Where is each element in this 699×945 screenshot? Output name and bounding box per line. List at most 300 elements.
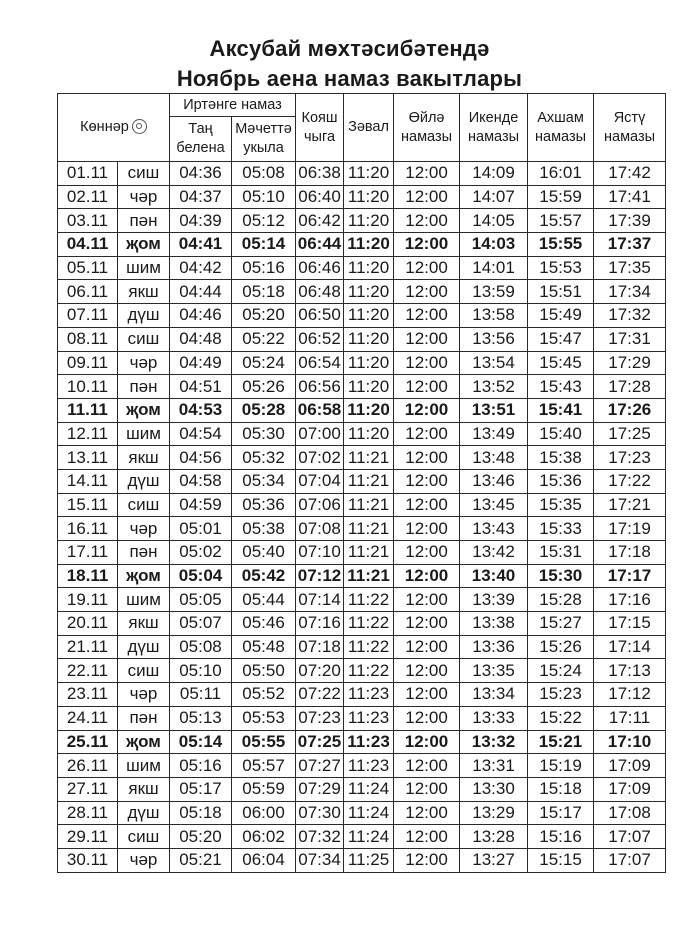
ikende-cell: 14:03 [460,233,528,257]
date-cell: 29.11 [58,825,118,849]
tan-belena-cell: 05:08 [170,635,232,659]
table-row [58,304,666,328]
akhsham-cell: 15:17 [528,801,594,825]
header-days-label: Көннәр [80,119,129,135]
table-row [58,754,666,778]
tan-belena-cell: 04:51 [170,375,232,399]
yastu-cell: 17:32 [594,304,666,328]
oyla-cell: 12:00 [394,730,460,754]
akhsham-cell: 15:38 [528,446,594,470]
weekday-cell: чәр [118,683,170,707]
yastu-cell: 17:14 [594,635,666,659]
title-line-1: Аксубай мөхтәсибәтендә [209,36,490,61]
header-akhsham: Ахшам намазы [528,94,594,162]
akhsham-cell: 15:15 [528,848,594,872]
ikende-cell: 14:07 [460,185,528,209]
crescent-emblem-icon [132,119,147,134]
oyla-cell: 12:00 [394,304,460,328]
ikende-cell: 13:39 [460,588,528,612]
yastu-cell: 17:16 [594,588,666,612]
zaval-cell: 11:20 [344,209,394,233]
tan-belena-cell: 05:20 [170,825,232,849]
ikende-cell: 13:43 [460,517,528,541]
zaval-cell: 11:24 [344,825,394,849]
yastu-cell: 17:17 [594,564,666,588]
ikende-cell: 13:46 [460,469,528,493]
weekday-cell: дүш [118,635,170,659]
koyash-chyga-cell: 07:10 [296,541,344,565]
oyla-cell: 12:00 [394,706,460,730]
weekday-cell: шим [118,754,170,778]
koyash-chyga-cell: 07:30 [296,801,344,825]
mechet-ukyla-cell: 05:28 [232,398,296,422]
oyla-cell: 12:00 [394,635,460,659]
weekday-cell: шим [118,422,170,446]
tan-belena-cell: 04:58 [170,469,232,493]
mechet-ukyla-cell: 05:22 [232,327,296,351]
oyla-cell: 12:00 [394,422,460,446]
mechet-ukyla-cell: 05:12 [232,209,296,233]
date-cell: 21.11 [58,635,118,659]
koyash-chyga-cell: 07:08 [296,517,344,541]
yastu-cell: 17:11 [594,706,666,730]
akhsham-cell: 15:43 [528,375,594,399]
zaval-cell: 11:20 [344,351,394,375]
zaval-cell: 11:20 [344,398,394,422]
date-cell: 26.11 [58,754,118,778]
akhsham-cell: 15:59 [528,185,594,209]
akhsham-cell: 15:53 [528,256,594,280]
yastu-cell: 17:08 [594,801,666,825]
table-row [58,517,666,541]
mechet-ukyla-cell: 05:46 [232,612,296,636]
koyash-chyga-cell: 07:12 [296,564,344,588]
akhsham-cell: 15:16 [528,825,594,849]
koyash-chyga-cell: 07:14 [296,588,344,612]
koyash-chyga-cell: 06:38 [296,162,344,186]
table-row [58,659,666,683]
weekday-cell: дүш [118,801,170,825]
header-yastu: Ястү намазы [594,94,666,162]
date-cell: 16.11 [58,517,118,541]
table-body [58,162,666,873]
table-row [58,327,666,351]
tan-belena-cell: 05:21 [170,848,232,872]
mechet-ukyla-cell: 05:57 [232,754,296,778]
yastu-cell: 17:09 [594,754,666,778]
weekday-cell: чәр [118,848,170,872]
mechet-ukyla-cell: 05:42 [232,564,296,588]
tan-belena-cell: 05:17 [170,777,232,801]
header-mechet-ukyla: Мәчеттә укыла [232,117,296,162]
akhsham-cell: 15:49 [528,304,594,328]
akhsham-cell: 15:31 [528,541,594,565]
table-row [58,422,666,446]
zaval-cell: 11:23 [344,754,394,778]
koyash-chyga-cell: 06:48 [296,280,344,304]
tan-belena-cell: 04:39 [170,209,232,233]
tan-belena-cell: 04:42 [170,256,232,280]
tan-belena-cell: 04:37 [170,185,232,209]
ikende-cell: 13:42 [460,541,528,565]
zaval-cell: 11:22 [344,635,394,659]
oyla-cell: 12:00 [394,327,460,351]
oyla-cell: 12:00 [394,351,460,375]
tan-belena-cell: 04:56 [170,446,232,470]
oyla-cell: 12:00 [394,256,460,280]
koyash-chyga-cell: 07:32 [296,825,344,849]
oyla-cell: 12:00 [394,801,460,825]
mechet-ukyla-cell: 05:50 [232,659,296,683]
weekday-cell: дүш [118,304,170,328]
akhsham-cell: 15:19 [528,754,594,778]
akhsham-cell: 15:30 [528,564,594,588]
zaval-cell: 11:21 [344,469,394,493]
ikende-cell: 13:38 [460,612,528,636]
weekday-cell: пән [118,375,170,399]
tan-belena-cell: 05:11 [170,683,232,707]
koyash-chyga-cell: 07:18 [296,635,344,659]
yastu-cell: 17:28 [594,375,666,399]
weekday-cell: якш [118,280,170,304]
zaval-cell: 11:20 [344,327,394,351]
akhsham-cell: 15:22 [528,706,594,730]
tan-belena-cell: 05:07 [170,612,232,636]
tan-belena-cell: 05:04 [170,564,232,588]
koyash-chyga-cell: 06:50 [296,304,344,328]
table-row [58,398,666,422]
table-row [58,185,666,209]
yastu-cell: 17:15 [594,612,666,636]
yastu-cell: 17:31 [594,327,666,351]
tan-belena-cell: 05:01 [170,517,232,541]
weekday-cell: якш [118,777,170,801]
oyla-cell: 12:00 [394,612,460,636]
date-cell: 24.11 [58,706,118,730]
weekday-cell: шим [118,256,170,280]
zaval-cell: 11:21 [344,517,394,541]
mechet-ukyla-cell: 05:48 [232,635,296,659]
tan-belena-cell: 05:18 [170,801,232,825]
header-morning-group: Иртәнге намаз [170,94,296,117]
mechet-ukyla-cell: 05:20 [232,304,296,328]
oyla-cell: 12:00 [394,469,460,493]
table-row [58,469,666,493]
date-cell: 02.11 [58,185,118,209]
date-cell: 17.11 [58,541,118,565]
table-row [58,730,666,754]
mechet-ukyla-cell: 05:36 [232,493,296,517]
yastu-cell: 17:12 [594,683,666,707]
mechet-ukyla-cell: 05:38 [232,517,296,541]
tan-belena-cell: 04:53 [170,398,232,422]
ikende-cell: 13:56 [460,327,528,351]
header-zaval: Зәвал [344,94,394,162]
mechet-ukyla-cell: 05:44 [232,588,296,612]
oyla-cell: 12:00 [394,233,460,257]
weekday-cell: пән [118,209,170,233]
mechet-ukyla-cell: 05:40 [232,541,296,565]
date-cell: 22.11 [58,659,118,683]
oyla-cell: 12:00 [394,564,460,588]
tan-belena-cell: 05:10 [170,659,232,683]
akhsham-cell: 15:23 [528,683,594,707]
akhsham-cell: 15:45 [528,351,594,375]
weekday-cell: җом [118,233,170,257]
tan-belena-cell: 04:49 [170,351,232,375]
oyla-cell: 12:00 [394,185,460,209]
table-row [58,848,666,872]
ikende-cell: 13:48 [460,446,528,470]
koyash-chyga-cell: 07:04 [296,469,344,493]
akhsham-cell: 15:18 [528,777,594,801]
akhsham-cell: 15:21 [528,730,594,754]
zaval-cell: 11:25 [344,848,394,872]
oyla-cell: 12:00 [394,375,460,399]
table-row [58,564,666,588]
oyla-cell: 12:00 [394,848,460,872]
yastu-cell: 17:41 [594,185,666,209]
ikende-cell: 14:01 [460,256,528,280]
date-cell: 11.11 [58,398,118,422]
table-row [58,162,666,186]
koyash-chyga-cell: 06:56 [296,375,344,399]
ikende-cell: 13:51 [460,398,528,422]
oyla-cell: 12:00 [394,754,460,778]
yastu-cell: 17:25 [594,422,666,446]
zaval-cell: 11:20 [344,185,394,209]
zaval-cell: 11:23 [344,683,394,707]
oyla-cell: 12:00 [394,659,460,683]
akhsham-cell: 15:41 [528,398,594,422]
weekday-cell: сиш [118,825,170,849]
koyash-chyga-cell: 07:27 [296,754,344,778]
ikende-cell: 13:52 [460,375,528,399]
tan-belena-cell: 04:44 [170,280,232,304]
akhsham-cell: 15:57 [528,209,594,233]
date-cell: 08.11 [58,327,118,351]
akhsham-cell: 15:47 [528,327,594,351]
tan-belena-cell: 05:02 [170,541,232,565]
akhsham-cell: 15:35 [528,493,594,517]
mechet-ukyla-cell: 05:16 [232,256,296,280]
table-row [58,493,666,517]
tan-belena-cell: 04:46 [170,304,232,328]
mechet-ukyla-cell: 06:00 [232,801,296,825]
ikende-cell: 13:36 [460,635,528,659]
tan-belena-cell: 05:13 [170,706,232,730]
date-cell: 06.11 [58,280,118,304]
weekday-cell: сиш [118,493,170,517]
table-row [58,209,666,233]
weekday-cell: җом [118,398,170,422]
koyash-chyga-cell: 07:34 [296,848,344,872]
table-row [58,446,666,470]
tan-belena-cell: 05:05 [170,588,232,612]
ikende-cell: 14:05 [460,209,528,233]
date-cell: 05.11 [58,256,118,280]
weekday-cell: чәр [118,351,170,375]
mechet-ukyla-cell: 05:08 [232,162,296,186]
yastu-cell: 17:37 [594,233,666,257]
tan-belena-cell: 04:54 [170,422,232,446]
ikende-cell: 13:35 [460,659,528,683]
akhsham-cell: 15:40 [528,422,594,446]
yastu-cell: 17:19 [594,517,666,541]
mechet-ukyla-cell: 05:24 [232,351,296,375]
weekday-cell: чәр [118,185,170,209]
koyash-chyga-cell: 07:20 [296,659,344,683]
koyash-chyga-cell: 06:40 [296,185,344,209]
oyla-cell: 12:00 [394,777,460,801]
koyash-chyga-cell: 07:02 [296,446,344,470]
akhsham-cell: 15:33 [528,517,594,541]
koyash-chyga-cell: 07:06 [296,493,344,517]
yastu-cell: 17:34 [594,280,666,304]
ikende-cell: 13:28 [460,825,528,849]
date-cell: 09.11 [58,351,118,375]
yastu-cell: 17:42 [594,162,666,186]
ikende-cell: 13:31 [460,754,528,778]
koyash-chyga-cell: 06:42 [296,209,344,233]
oyla-cell: 12:00 [394,683,460,707]
date-cell: 07.11 [58,304,118,328]
weekday-cell: пән [118,541,170,565]
yastu-cell: 17:09 [594,777,666,801]
mechet-ukyla-cell: 05:52 [232,683,296,707]
yastu-cell: 17:35 [594,256,666,280]
date-cell: 25.11 [58,730,118,754]
oyla-cell: 12:00 [394,825,460,849]
ikende-cell: 13:59 [460,280,528,304]
koyash-chyga-cell: 07:22 [296,683,344,707]
mechet-ukyla-cell: 05:26 [232,375,296,399]
table-row [58,351,666,375]
akhsham-cell: 15:55 [528,233,594,257]
zaval-cell: 11:24 [344,801,394,825]
mechet-ukyla-cell: 05:10 [232,185,296,209]
koyash-chyga-cell: 07:23 [296,706,344,730]
tan-belena-cell: 04:59 [170,493,232,517]
ikende-cell: 13:33 [460,706,528,730]
yastu-cell: 17:07 [594,848,666,872]
ikende-cell: 13:32 [460,730,528,754]
zaval-cell: 11:23 [344,706,394,730]
zaval-cell: 11:20 [344,422,394,446]
koyash-chyga-cell: 07:16 [296,612,344,636]
zaval-cell: 11:20 [344,304,394,328]
akhsham-cell: 15:27 [528,612,594,636]
weekday-cell: сиш [118,327,170,351]
date-cell: 10.11 [58,375,118,399]
date-cell: 14.11 [58,469,118,493]
table-row [58,706,666,730]
akhsham-cell: 15:51 [528,280,594,304]
yastu-cell: 17:26 [594,398,666,422]
mechet-ukyla-cell: 05:34 [232,469,296,493]
mechet-ukyla-cell: 05:30 [232,422,296,446]
table-row [58,375,666,399]
zaval-cell: 11:20 [344,233,394,257]
oyla-cell: 12:00 [394,588,460,612]
weekday-cell: җом [118,730,170,754]
weekday-cell: шим [118,588,170,612]
zaval-cell: 11:21 [344,541,394,565]
ikende-cell: 14:09 [460,162,528,186]
header-days [58,94,170,162]
ikende-cell: 13:54 [460,351,528,375]
oyla-cell: 12:00 [394,398,460,422]
mechet-ukyla-cell: 05:14 [232,233,296,257]
akhsham-cell: 15:24 [528,659,594,683]
oyla-cell: 12:00 [394,541,460,565]
yastu-cell: 17:29 [594,351,666,375]
weekday-cell: пән [118,706,170,730]
prayer-times-table [57,93,666,873]
koyash-chyga-cell: 06:52 [296,327,344,351]
yastu-cell: 17:39 [594,209,666,233]
ikende-cell: 13:27 [460,848,528,872]
header-ikende: Икенде намазы [460,94,528,162]
koyash-chyga-cell: 07:29 [296,777,344,801]
akhsham-cell: 15:26 [528,635,594,659]
tan-belena-cell: 05:16 [170,754,232,778]
mechet-ukyla-cell: 06:02 [232,825,296,849]
header-koyash-chyga: Кояш чыга [296,94,344,162]
date-cell: 27.11 [58,777,118,801]
table-row [58,683,666,707]
mechet-ukyla-cell: 06:04 [232,848,296,872]
weekday-cell: дүш [118,469,170,493]
date-cell: 20.11 [58,612,118,636]
weekday-cell: җом [118,564,170,588]
koyash-chyga-cell: 06:58 [296,398,344,422]
weekday-cell: якш [118,612,170,636]
date-cell: 13.11 [58,446,118,470]
zaval-cell: 11:21 [344,493,394,517]
oyla-cell: 12:00 [394,446,460,470]
zaval-cell: 11:21 [344,446,394,470]
koyash-chyga-cell: 06:46 [296,256,344,280]
mechet-ukyla-cell: 05:32 [232,446,296,470]
date-cell: 04.11 [58,233,118,257]
mechet-ukyla-cell: 05:59 [232,777,296,801]
zaval-cell: 11:23 [344,730,394,754]
table-row [58,588,666,612]
date-cell: 19.11 [58,588,118,612]
mechet-ukyla-cell: 05:55 [232,730,296,754]
table-row [58,256,666,280]
yastu-cell: 17:07 [594,825,666,849]
table-row [58,801,666,825]
koyash-chyga-cell: 06:44 [296,233,344,257]
akhsham-cell: 16:01 [528,162,594,186]
date-cell: 28.11 [58,801,118,825]
yastu-cell: 17:18 [594,541,666,565]
header-tan-belena: Таң белена [170,117,232,162]
tan-belena-cell: 04:48 [170,327,232,351]
tan-belena-cell: 05:14 [170,730,232,754]
zaval-cell: 11:22 [344,588,394,612]
akhsham-cell: 15:36 [528,469,594,493]
yastu-cell: 17:13 [594,659,666,683]
zaval-cell: 11:24 [344,777,394,801]
table-row [58,777,666,801]
table-row [58,541,666,565]
yastu-cell: 17:22 [594,469,666,493]
mechet-ukyla-cell: 05:18 [232,280,296,304]
ikende-cell: 13:49 [460,422,528,446]
